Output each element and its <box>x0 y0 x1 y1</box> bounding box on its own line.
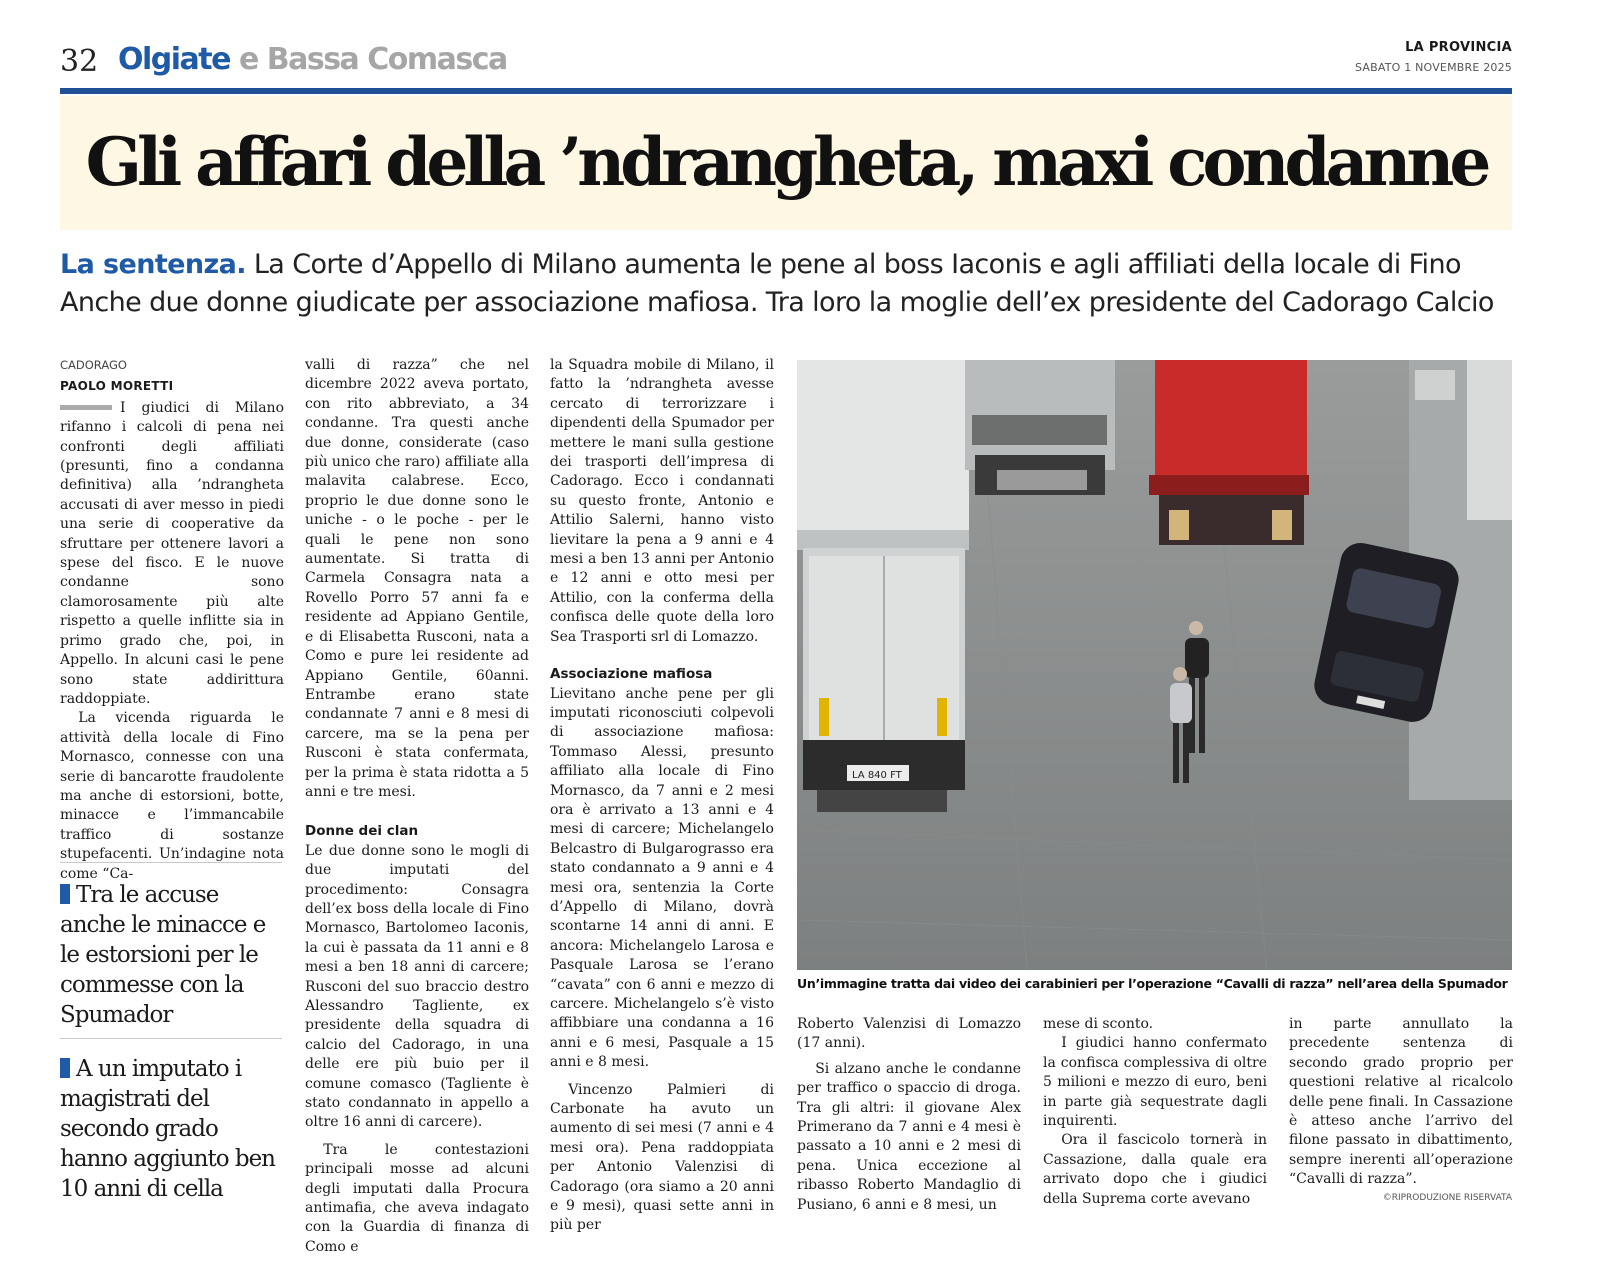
white-trailer <box>797 360 969 812</box>
pullquote-1: Tra le accuse anche le minacce e le estorsioni per le commesse con la Spumador <box>60 882 266 1028</box>
pullquote-divider <box>60 1038 282 1039</box>
paragraph: Vincenzo Palmieri di Carbonate ha avuto un aumento di sei mesi (7 anni e 4 mesi ora). Pena raddoppiata per Antonio Valenzisi di Cadorago (ora siamo a 20 anni e 9 mesi), quasi sette anni in più per <box>550 1081 774 1234</box>
subheading: Donne dei clan <box>305 823 419 840</box>
pullquote-marker <box>60 1058 70 1078</box>
paragraph: I giudici di Milano rifanno i calcoli di pena nei confronti degli affiliati (presunti, fino a condanna definitiva) alla ’ndrangheta accusati di aver messo in piedi una serie di cooperative da sfruttare per ottenere lavori a spese del fisco. E le nuove condanne sono clamorosamente più alte rispetto a quelle inflitte sia in primo grado che, poi, in Appello. In alcuni casi le pene sono state addirittura raddoppiate. <box>60 399 284 707</box>
newspaper-name: LA PROVINCIA <box>1405 40 1512 55</box>
subheading: Associazione mafiosa <box>550 666 713 683</box>
article-photo <box>797 360 1512 970</box>
article-column-4 <box>797 1015 1021 1215</box>
paragraph: Ora il fascicolo tornerà in Cassazione, dalla quale era arrivato dopo che i giudici della Suprema corte avevano <box>1043 1132 1267 1207</box>
section-title-main: Olgiate <box>118 42 230 77</box>
license-plate: LA 840 FT <box>852 770 902 781</box>
article-column-1 <box>60 356 284 884</box>
headline: Gli affari della ’ndrangheta, maxi condanne <box>85 123 1487 201</box>
paragraph: Roberto Valenzisi di Lomazzo (17 anni). <box>797 1016 1021 1052</box>
section-title <box>118 42 507 77</box>
byline-author: PAOLO MORETTI <box>60 379 174 394</box>
pullquote-divider <box>60 862 282 863</box>
deck-text-1: La Corte d’Appello di Milano aumenta le pene al boss Iaconis e agli affiliati della locale di Fino <box>253 249 1461 280</box>
copyright-notice: ©RIPRODUZIONE RISERVATA <box>1382 1193 1512 1203</box>
header-rule <box>60 88 1512 94</box>
article-column-6 <box>1289 1015 1513 1190</box>
issue-date: SABATO 1 NOVEMBRE 2025 <box>1355 61 1512 74</box>
truck-yard-photo <box>797 360 1512 970</box>
red-trailer <box>1149 360 1309 545</box>
paragraph: la Squadra mobile di Milano, il fatto la ’ndrangheta avesse cercato di terrorizzare i dipendenti della Spumador per mettere le mani sulla gestione dei trasporti dell’impresa di Cadorago. Ecco i condannati su questo fronte, Antonio e Attilio Salerni, hanno visto lievitare la pena a 9 anni e 4 mesi a ben 13 anni per Antonio e 12 anni e otto mesi per Attilio, con la conferma della confisca delle quote della loro Sea Trasporti srl di Lomazzo. <box>550 357 774 645</box>
paragraph: mese di sconto. <box>1043 1016 1154 1032</box>
pullquote-marker <box>60 884 70 904</box>
paragraph: Tra le contestazioni principali mosse ad alcuni degli imputati dalla Procura antimafia, che aveva indagato con la Guardia di finanza di Como e <box>305 1141 529 1255</box>
article-column-2 <box>305 356 529 1257</box>
deck-line-1 <box>60 246 1512 284</box>
deck-line-2: Anche due donne giudicate per associazione mafiosa. Tra loro la moglie dell’ex presidente del Cadorago Calcio <box>60 287 1494 318</box>
paragraph: Lievitano anche pene per gli imputati riconosciuti colpevoli di associazione mafiosa: Tommaso Alessi, presunto affiliato alla locale di Fino Mornasco, da 7 anni e 2 mesi ora è arrivato a 13 anni e 4 mesi di carcere; Michelangelo Belcastro di Bulgarograsso era stato condannato a 9 anni e 4 mesi ora, sentenzia la Corte d’Appello di Milano, dovrà scontarne 14 anni di anni. E ancora: Michelangelo Larosa e Pasquale Larosa se l’erano “cavata” con 6 anni e mezzo di carcere. Michelangelo s’è visto affibbiare una condanna a 16 anni e 6 mesi, Pasquale a 15 anni e 8 mesi. <box>550 685 774 1071</box>
paragraph: valli di razza” che nel dicembre 2022 aveva portato, con rito abbreviato, a 34 condanne. Tra questi anche due donne, considerate (caso più unico che raro) affiliate alla malavita calabrese. Ecco, proprio le due donne sono le uniche - o le poche - per le quali le pene non sono aumentate. Si tratta di Carmela Consagra nata a Rovello Porro 57 anni fa e residente ad Appiano Gentile, e di Elisabetta Rusconi, nata a Como e pure lei residente ad Appiano Gentile, 60anni. Entrambe erano state condannate 7 anni e 8 mesi di carcere, ma se la pena per Rusconi è stata confermata, per la prima è stata ridotta a 5 anni e tre mesi. <box>305 357 529 800</box>
article-column-3 <box>550 356 774 1236</box>
deck <box>60 246 1512 322</box>
photo-caption: Un’immagine tratta dai video dei carabinieri per l’operazione “Cavalli di razza” nell’area della Spumador <box>797 976 1508 991</box>
paragraph: La vicenda riguarda le attività della locale di Fino Mornasco, connesse con una serie di bancarotte fraudolente ma anche di estorsioni, botte, minacce e l’immancabile traffico di sostanze stupefacenti. Un’indagine nota come “Ca- <box>60 710 284 882</box>
masthead <box>1355 40 1512 74</box>
paragraph: in parte annullato la precedente sentenza di secondo grado proprio per questioni relative al ricalcolo delle pene finali. In Cassazione è atteso anche l’arrivo del filone passato in dibattimento, sempre inerenti all’operazione “Cavalli di razza”. <box>1289 1016 1513 1188</box>
pullquote-2: A un imputato i magistrati del secondo grado hanno aggiunto ben 10 anni di cella <box>60 1056 275 1202</box>
paragraph: Le due donne sono le mogli di due imputati del procedimento: Consagra dell’ex boss della locale di Fino Mornasco, Bartolomeo Iaconis, la cui è passata da 11 anni e 8 mesi a ben 18 anni di carcere; Rusconi del suo braccio destro Alessandro Tagliente, ex presidente della squadra di calcio del Cadorago, in una delle ere più buio per il comune comasco (Tagliente è stato condannato in appello a oltre 16 anni di carcere). <box>305 842 529 1131</box>
paragraph: I giudici hanno confermato la confisca complessiva di oltre 5 milioni e mezzo di euro, beni in parte già sequestrate dagli inquirenti. <box>1043 1035 1267 1130</box>
byline-place: CADORAGO <box>60 358 127 372</box>
page-number: 32 <box>60 44 99 79</box>
lead-bar <box>60 405 112 410</box>
grey-trailer <box>965 360 1115 495</box>
paragraph: Si alzano anche le condanne per traffico o spaccio di droga. Tra gli altri: il giovane Alex Primerano da 7 anni e 4 mesi è passato a 10 anni e 2 mesi di pena. Unica eccezione al ribasso Roberto Mandaglio di Pusiano, 6 anni e 8 mesi, un <box>797 1060 1021 1213</box>
section-title-rest: e Bassa Comasca <box>238 42 507 77</box>
article-column-5 <box>1043 1015 1267 1209</box>
deck-kicker: La sentenza. <box>60 249 246 280</box>
